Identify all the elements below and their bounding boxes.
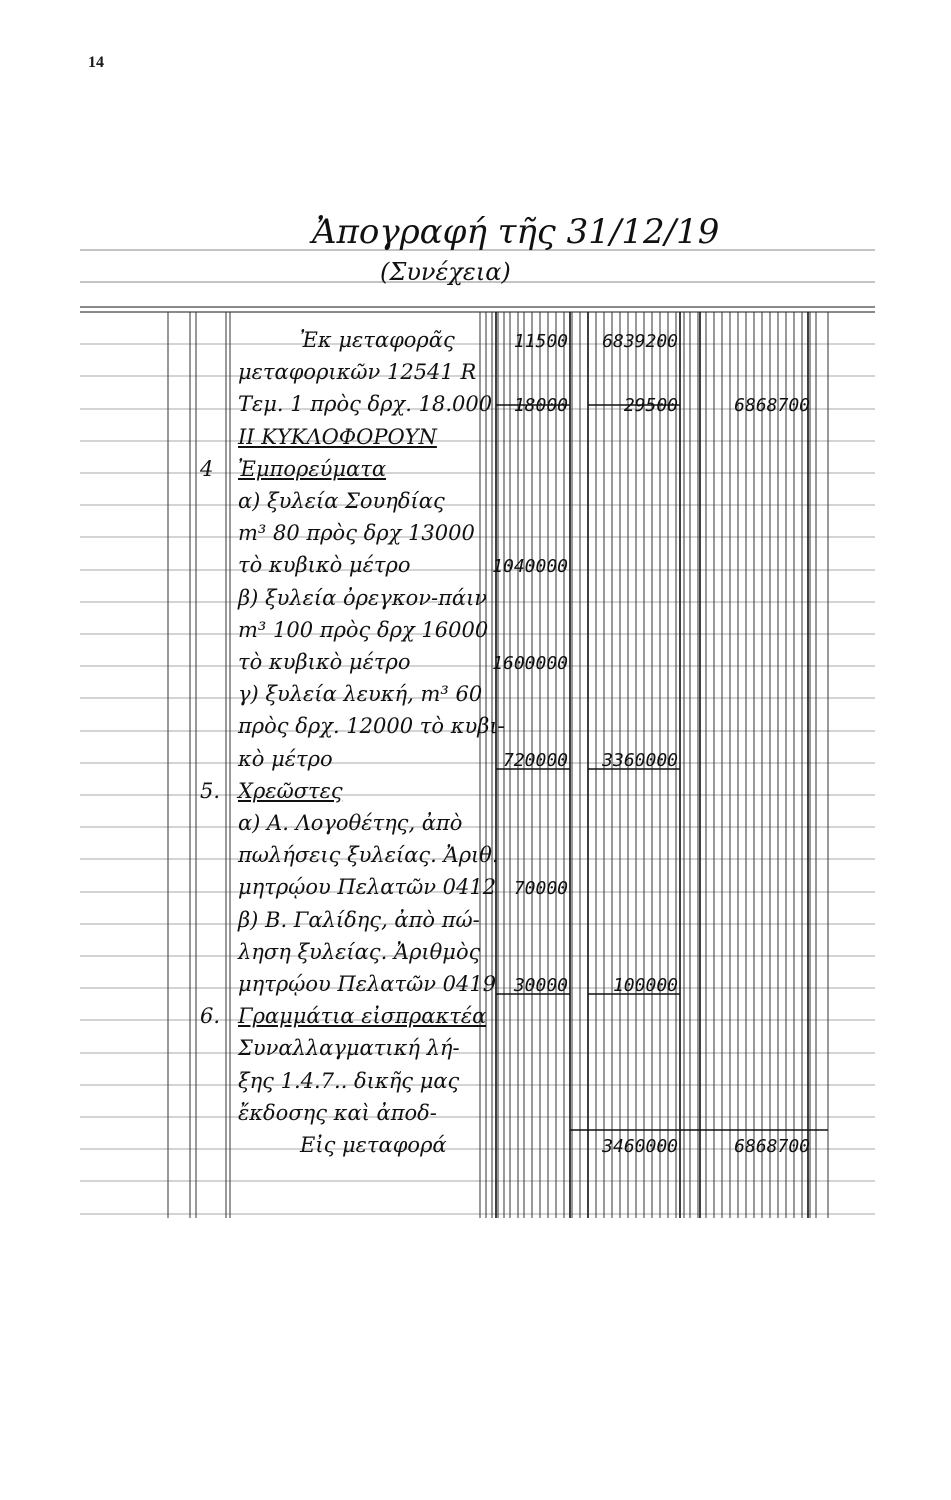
entry-text: γ) ξυλεία λευκή, m³ 60 — [238, 682, 483, 706]
entry-text: μεταφορικῶν 12541 R — [238, 360, 477, 384]
entry-text: μητρῴου Πελατῶν 0419 — [238, 972, 497, 996]
entry-text: ληση ξυλείας. Ἀριθμὸς — [238, 940, 481, 964]
amount-c1: 720000 — [502, 750, 568, 771]
entry-text: α) ξυλεία Σουηδίας — [238, 489, 445, 513]
entry-text: μητρῴου Πελατῶν 0412 — [238, 875, 497, 899]
entry-text: β) ξυλεία ὀρεγκον-πάιν — [238, 586, 488, 610]
amount-c2: 100000 — [612, 975, 678, 996]
entry-text: Γραμμάτια εἰσπρακτέα — [238, 1004, 487, 1028]
entry-text: τὸ κυβικὸ μέτρο — [238, 650, 411, 674]
page-number: 14 — [88, 54, 104, 71]
amount-c1: 30000 — [513, 975, 568, 996]
entry-text: ΙΙ ΚΥΚΛΟΦΟΡΟΥΝ — [238, 425, 437, 449]
amount-c1: 18000 — [513, 395, 568, 416]
amount-c2: 3460000 — [602, 1136, 678, 1157]
amount-c1: 70000 — [513, 878, 568, 899]
entry-text: m³ 100 πρὸς δρχ 16000 — [238, 618, 489, 642]
page-subtitle: (Συνέχεια) — [380, 258, 511, 286]
entry-text: α) Α. Λογοθέτης, ἀπὸ — [238, 811, 463, 835]
amount-c1: 1600000 — [492, 653, 568, 674]
entry-text: m³ 80 πρὸς δρχ 13000 — [238, 521, 475, 545]
entry-text: Χρεῶστες — [238, 779, 343, 803]
entry-text: ἔκδοσης καὶ ἀποδ- — [238, 1101, 437, 1125]
amount-c3: 6868700 — [734, 395, 810, 416]
entry-text: β) Β. Γαλίδης, ἀπὸ πώ- — [238, 908, 480, 932]
entry-text: τὸ κυβικὸ μέτρο — [238, 553, 411, 577]
entry-text: Εἰς μεταφορά — [300, 1133, 447, 1157]
entry-number: 6. — [200, 1004, 221, 1028]
entry-text: Ἐμπορεύματα — [238, 457, 387, 481]
entry-text: πρὸς δρχ. 12000 τὸ κυβι- — [238, 714, 505, 738]
entry-text: κὸ μέτρο — [238, 747, 333, 771]
page-title: Ἀπογραφή τῆς 31/12/19 — [312, 212, 720, 252]
entry-number: 5. — [200, 779, 221, 803]
entry-number: 4 — [200, 457, 214, 481]
amount-c1: 1040000 — [492, 556, 568, 577]
amount-c1: 11500 — [513, 331, 568, 352]
amount-c2: 3360000 — [602, 750, 678, 771]
amount-c3: 6868700 — [734, 1136, 810, 1157]
entry-text: Συναλλαγματική λή- — [238, 1036, 460, 1060]
amount-c2: 29500 — [623, 395, 678, 416]
entry-text: Τεμ. 1 πρὸς δρχ. 18.000 — [238, 392, 493, 416]
amount-c2: 6839200 — [602, 331, 678, 352]
entry-text: πωλήσεις ξυλείας. Ἀριθ. — [238, 843, 499, 867]
entry-text: Ἐκ μεταφορᾶς — [300, 328, 455, 352]
entry-text: ξης 1.4.7.. δικῆς μας — [238, 1069, 460, 1093]
